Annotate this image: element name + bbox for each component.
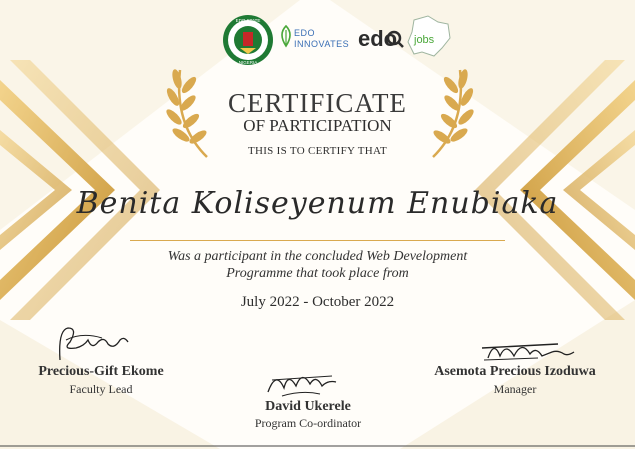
certificate-subtitle: OF PARTICIPATION — [243, 116, 392, 135]
signatory-1-role: Faculty Lead — [69, 382, 133, 396]
edo-innovates-top-text: EDO — [294, 28, 316, 38]
magnifier-icon — [386, 30, 404, 48]
programme-dates: July 2022 - October 2022 — [240, 294, 395, 310]
signatory-3-role: Manager — [493, 382, 537, 396]
certify-line: THIS IS TO CERTIFY THAT — [247, 145, 388, 157]
signatory-2-role: Program Co-ordinator — [254, 416, 362, 430]
leaf-icon — [278, 24, 294, 48]
certificate-title: CERTIFICATE — [228, 88, 407, 118]
edo-state-seal-logo — [222, 14, 274, 66]
recipient-underline — [130, 240, 505, 241]
edo-jobs-logo — [356, 14, 452, 60]
signatory-2-name: David Ukerele — [265, 399, 351, 414]
signature-precious-gift — [52, 320, 132, 365]
edo-innovates-logo — [278, 22, 350, 56]
signature-david-ukerele — [262, 362, 342, 402]
description-line-2: Programme that took place from — [226, 266, 409, 281]
svg-text:NIGERIA: NIGERIA — [238, 60, 258, 65]
description-line-1: Was a participant in the concluded Web Development — [167, 249, 468, 264]
svg-text:EDO STATE: EDO STATE — [235, 18, 261, 23]
edojobs-jobs-text: jobs — [414, 34, 435, 46]
edojobs-edo-text: edo — [358, 26, 398, 51]
recipient-name: Benita Koliseyenum Enubiaka — [76, 186, 559, 221]
signatory-1-name: Precious-Gift Ekome — [38, 364, 164, 379]
signatory-3-name: Asemota Precious Izoduwa — [434, 364, 596, 379]
edo-innovates-bottom-text: INNOVATES — [294, 39, 350, 49]
